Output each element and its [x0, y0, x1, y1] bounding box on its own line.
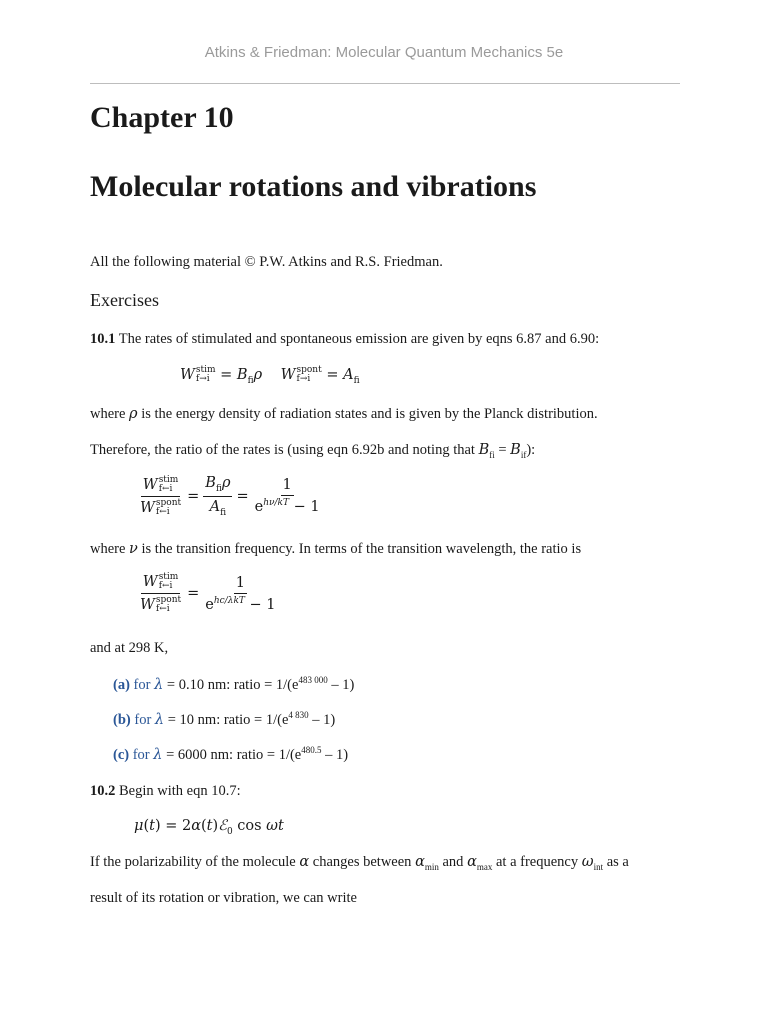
- equation-rate-ratio-frequency: W stim f←i W spont f←i = $\frac{B_{fi}\rho}{A_{fi}}$ = $\frac{1}{e^{h\nu/kT} - 1}$: [140, 474, 320, 518]
- exercise-10-2-intro: 10.2 Begin with eqn 10.7:: [90, 783, 241, 799]
- chapter-number: Chapter 10: [90, 101, 234, 134]
- copyright-line: All the following material © P.W. Atkins and R.S. Friedman.: [90, 254, 443, 270]
- equation-rate-ratio-wavelength: W stim f←i W spont f←i = $\frac{1}{e^{hc/\lambda kT} - 1}$: [140, 572, 276, 614]
- at-298-text: and at 298 K,: [90, 640, 169, 656]
- running-header: Atkins & Friedman: Molecular Quantum Mechanics 5e: [204, 44, 564, 61]
- equation-emission-rates: W stim f→i = $B_{fi}\rho$ W spont f→i = $A_{fi}$: [180, 365, 360, 386]
- rho-explanation: where ρ is the energy density of radiation states and is given by the Planck distribution.: [90, 406, 598, 422]
- part-c: (c) for λ = 6000 nm: ratio = $1/(e^{480.5} - 1)$: [113, 745, 349, 763]
- ratio-explanation: Therefore, the ratio of the rates is (using eqn 6.92b and noting that $B_{fi} = B_{if}$):: [90, 442, 536, 460]
- polarizability-continuation: result of its rotation or vibration, we can write: [90, 890, 357, 906]
- part-b: (b) for λ = 10 nm: ratio = $1/(e^{4 830} - 1)$: [113, 710, 336, 728]
- section-heading: Exercises: [90, 290, 159, 310]
- part-a: (a) for λ = 0.10 nm: ratio = $1/(e^{483 000} - 1)$: [113, 675, 355, 693]
- exercise-number: 10.1: [90, 331, 116, 347]
- equation-dipole-moment: μ(t) = 2α(t)ℰ$_0$ cos ωt: [134, 818, 284, 837]
- polarizability-text: If the polarizability of the molecule α changes between $\alpha_{min}$ and $\alpha_{max}$ at a frequency $\omega_{int}$ as a: [90, 854, 629, 872]
- header-divider: [90, 83, 680, 84]
- exercise-10-1-intro: [90, 331, 599, 348]
- exercise-text: The rates of stimulated and spontaneous emission are given by eqns 6.87 and 6.90:: [115, 331, 600, 347]
- chapter-title: Molecular rotations and vibrations: [90, 170, 537, 203]
- nu-explanation: where ν is the transition frequency. In terms of the transition wavelength, the ratio is: [90, 541, 582, 557]
